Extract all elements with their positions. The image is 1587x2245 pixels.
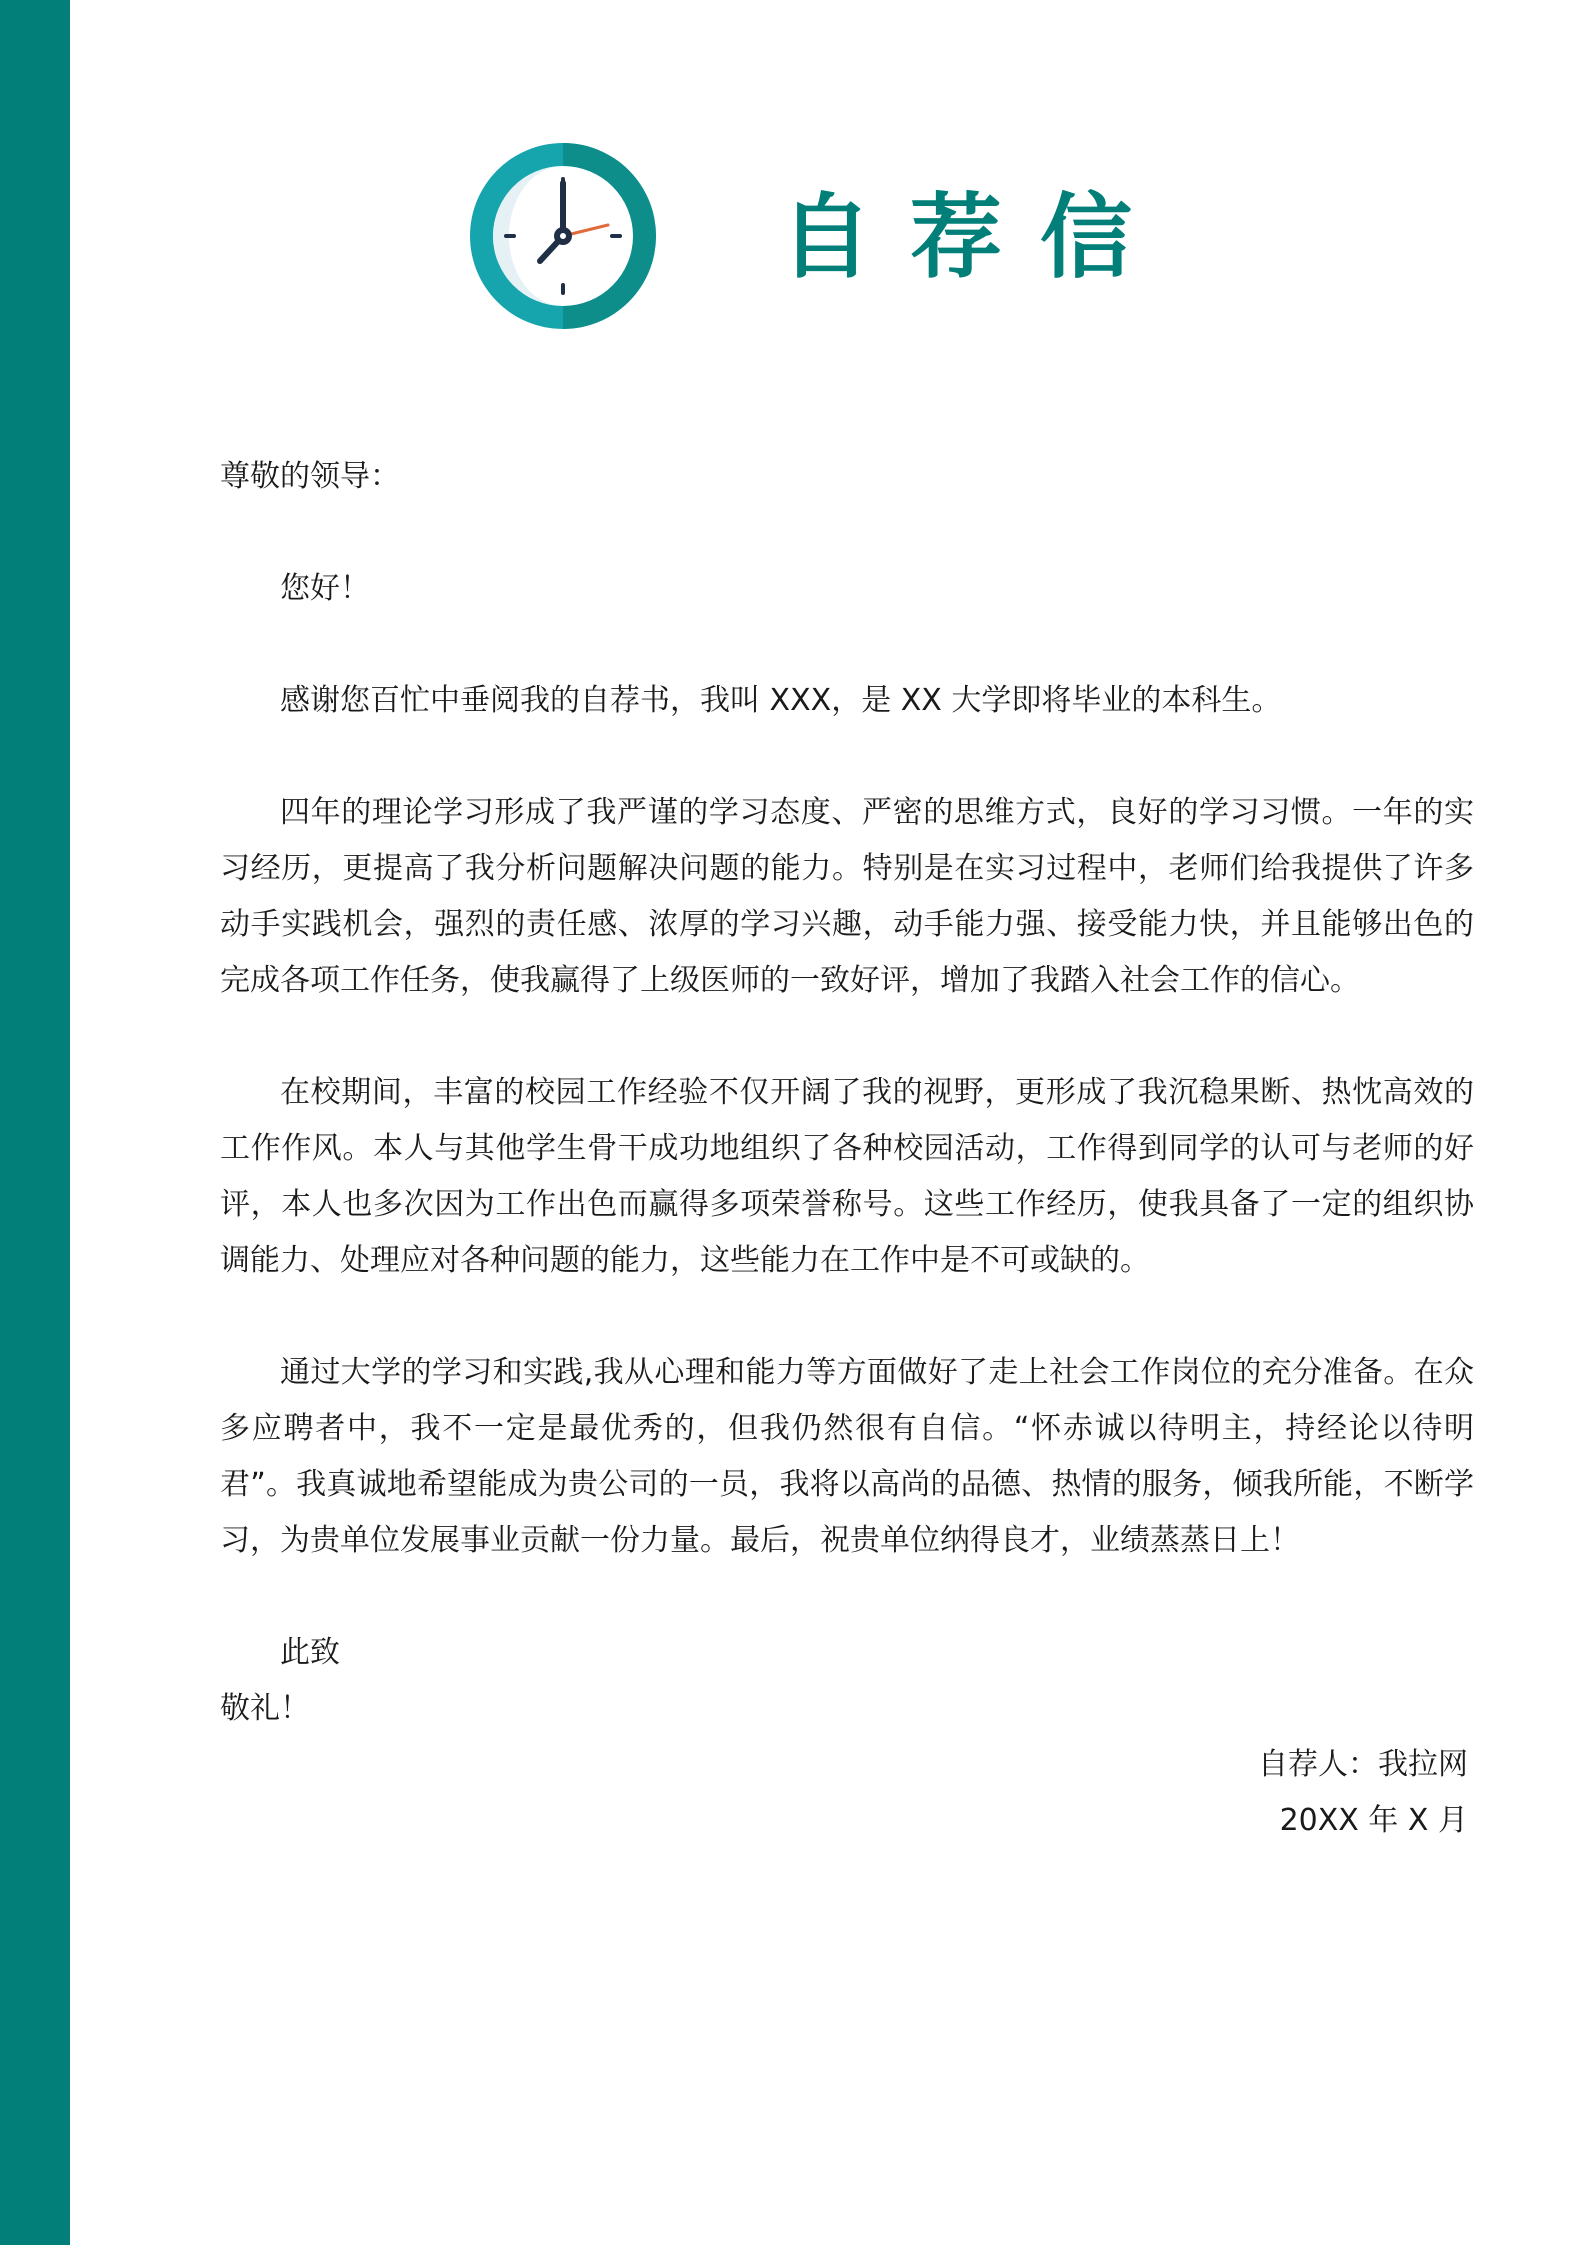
document-title: 自荐信: [780, 184, 1171, 291]
letter-body: [220, 449, 1474, 1849]
clock-icon: [470, 143, 656, 329]
closing-line-2: 敬礼！: [220, 1691, 310, 1726]
date: 20XX 年 X 月: [1279, 1803, 1468, 1838]
salutation: 尊敬的领导：: [220, 459, 400, 494]
closing-line-1: 此致: [280, 1635, 340, 1670]
side-accent-bar: [0, 0, 70, 2245]
signer: 自荐人：我拉网: [1258, 1747, 1468, 1782]
paragraph-conclusion: 通过大学的学习和实践,我从心理和能力等方面做好了走上社会工作岗位的充分准备。在众多应聘者中，我不一定是最优秀的，但我仍然很有自信。“怀赤诚以待明主，持经论以待明君”。我真诚地希望能成为贵公司的一员，我将以高尚的品德、热情的服务，倾我所能，不断学习，为贵单位发展事业贡献一份力量。最后，祝贵单位纳得良才，业绩蒸蒸日上！: [220, 1355, 1474, 1558]
paragraph-intro: 感谢您百忙中垂阅我的自荐书，我叫 XXX，是 XX 大学即将毕业的本科生。: [280, 683, 1282, 718]
paragraph-campus: 在校期间，丰富的校园工作经验不仅开阔了我的视野，更形成了我沉稳果断、热忱高效的工作作风。本人与其他学生骨干成功地组织了各种校园活动，工作得到同学的认可与老师的好评，本人也多次因为工作出色而赢得多项荣誉称号。这些工作经历，使我具备了一定的组织协调能力、处理应对各种问题的能力，这些能力在工作中是不可或缺的。: [220, 1075, 1474, 1278]
greeting: 您好！: [280, 571, 370, 606]
paragraph-study: 四年的理论学习形成了我严谨的学习态度、严密的思维方式，良好的学习习惯。一年的实习经历，更提高了我分析问题解决问题的能力。特别是在实习过程中，老师们给我提供了许多动手实践机会，强烈的责任感、浓厚的学习兴趣，动手能力强、接受能力快，并且能够出色的完成各项工作任务，使我赢得了上级医师的一致好评，增加了我踏入社会工作的信心。: [220, 795, 1474, 998]
